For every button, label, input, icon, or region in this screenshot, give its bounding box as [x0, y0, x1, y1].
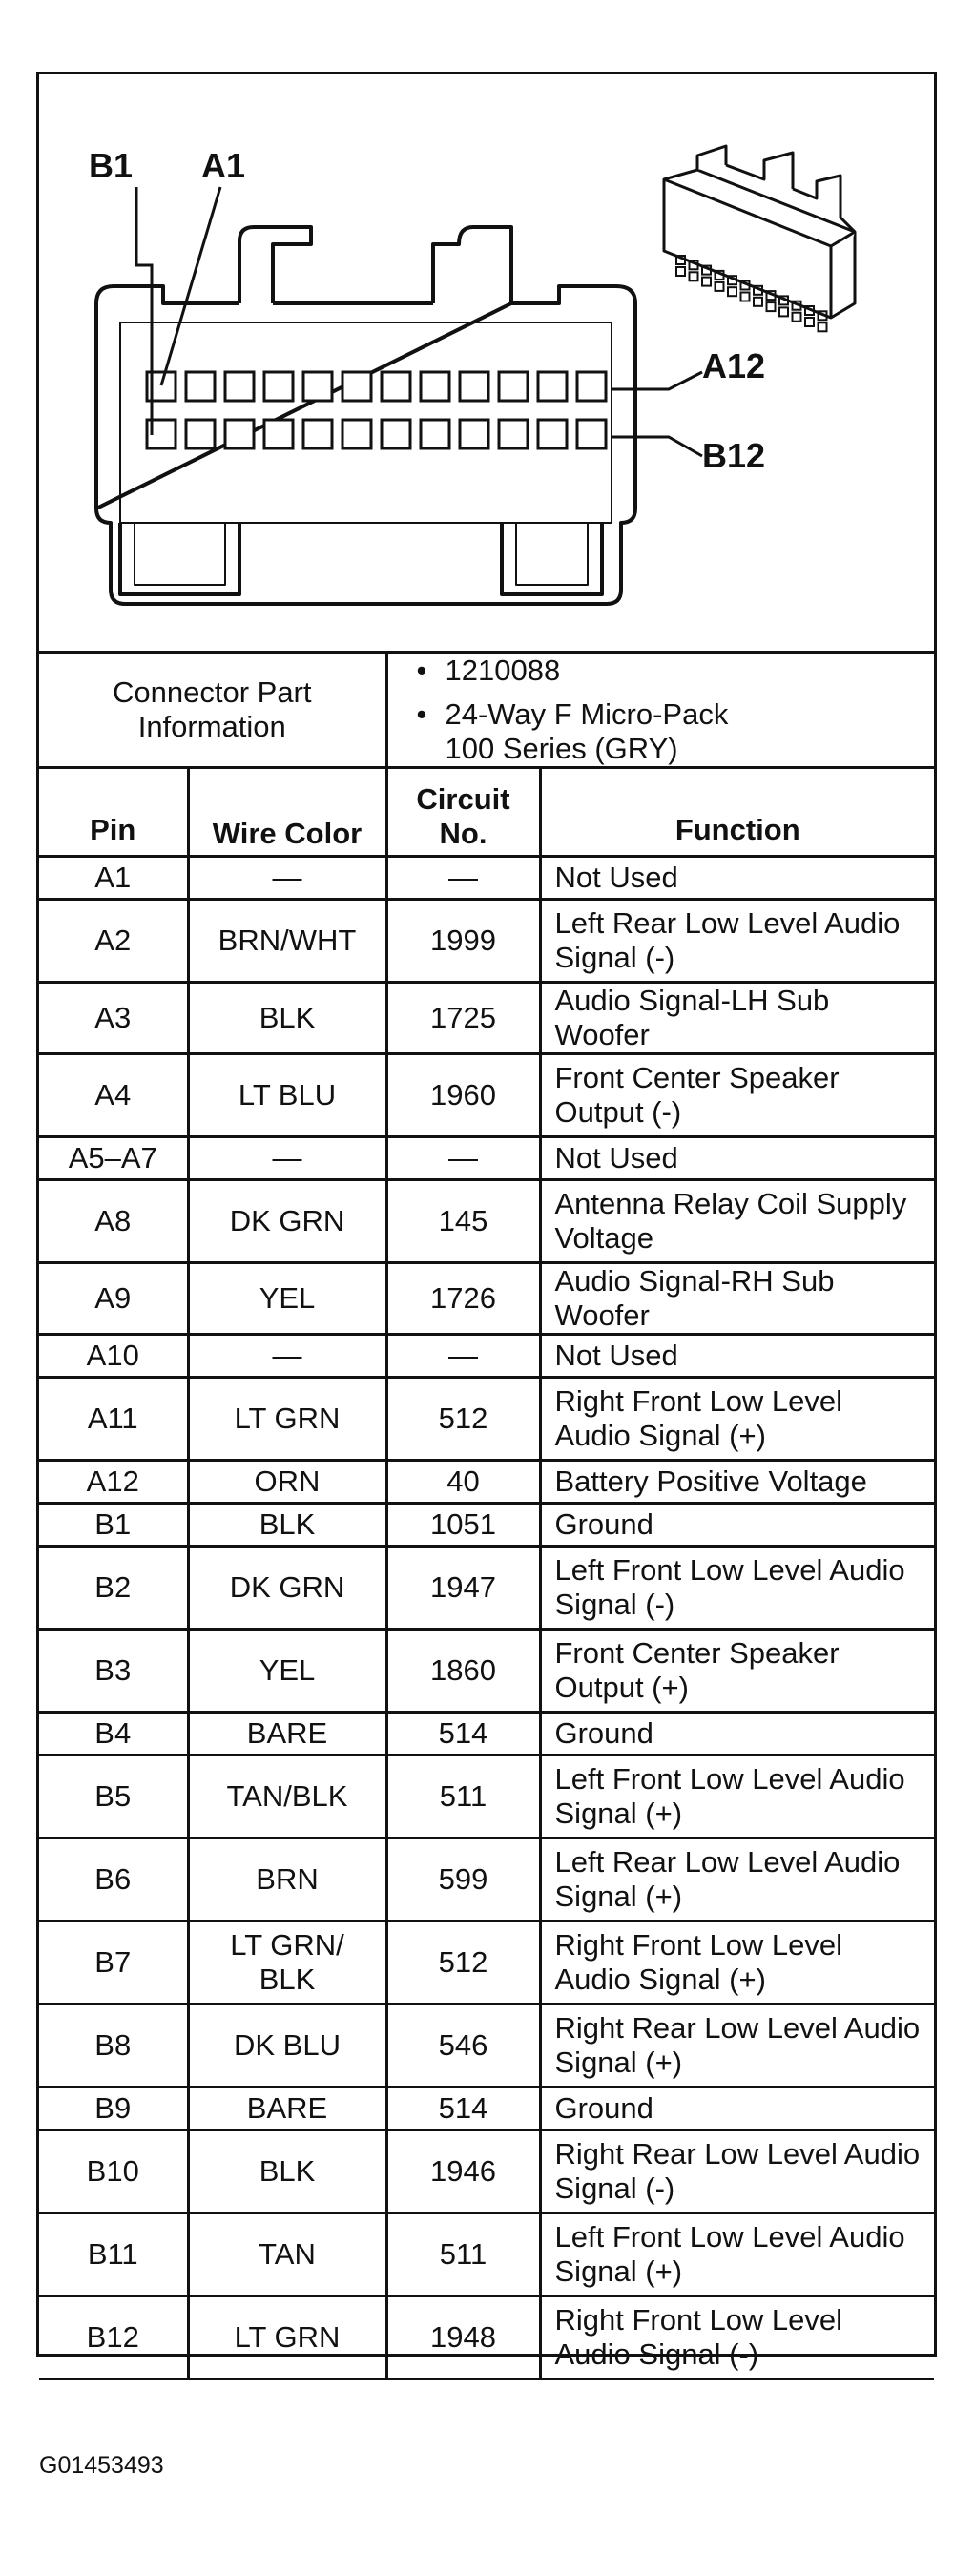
pin-cavity — [499, 420, 528, 448]
connector-chart-frame — [36, 72, 937, 2479]
pin-cavity — [460, 372, 488, 401]
wire-color-cell: BRN/WHT — [188, 900, 386, 983]
table-row — [39, 1630, 934, 1713]
function-cell: Not Used — [540, 1335, 934, 1378]
pin-cavity — [499, 372, 528, 401]
circuit-cell: — — [386, 1137, 540, 1180]
wire-color-cell: — — [188, 857, 386, 900]
connector-info-heading: Connector Part Information — [39, 653, 386, 768]
function-cell: Left Front Low Level Audio Signal (+) — [540, 1755, 934, 1839]
pin-cavity — [538, 372, 567, 401]
description-line2: 100 Series (GRY) — [445, 732, 678, 765]
mini-pin-cavity — [767, 302, 776, 311]
pin-cavity — [538, 420, 567, 448]
mini-pin-cavity — [741, 293, 750, 301]
function-cell: Right Front Low Level Audio Signal (+) — [540, 1378, 934, 1461]
pin-cell: A10 — [39, 1335, 188, 1378]
circuit-cell: 145 — [386, 1180, 540, 1263]
wire-color-cell: BARE — [188, 2088, 386, 2130]
wire-color-cell: BLK — [188, 983, 386, 1054]
pin-cell: A1 — [39, 857, 188, 900]
circuit-cell: 1726 — [386, 1263, 540, 1335]
label-a1: A1 — [201, 146, 246, 185]
function-cell: Right Rear Low Level Audio Signal (+) — [540, 2005, 934, 2088]
pin-cavity — [342, 420, 371, 448]
function-cell: Audio Signal-LH Sub Woofer — [540, 983, 934, 1054]
table-row — [39, 1922, 934, 2005]
function-cell: Right Rear Low Level Audio Signal (-) — [540, 2130, 934, 2213]
table-row — [39, 1335, 934, 1378]
pinout-table — [39, 651, 934, 2380]
circuit-cell: 511 — [386, 1755, 540, 1839]
pin-cell: B11 — [39, 2213, 188, 2296]
connector-info-details — [386, 653, 934, 768]
wire-color-cell: DK BLU — [188, 2005, 386, 2088]
mini-pin-cavity — [819, 322, 827, 331]
pin-cell: A9 — [39, 1263, 188, 1335]
pin-cell: A8 — [39, 1180, 188, 1263]
pin-cell: B1 — [39, 1504, 188, 1547]
wire-color-cell: YEL — [188, 1263, 386, 1335]
table-row — [39, 2130, 934, 2213]
pin-cavity — [460, 420, 488, 448]
circuit-cell: 546 — [386, 2005, 540, 2088]
wire-color-cell: BRN — [188, 1839, 386, 1922]
pin-cell: A2 — [39, 900, 188, 983]
pin-cavity — [421, 372, 449, 401]
pin-cell: B9 — [39, 2088, 188, 2130]
mini-pin-cavity — [805, 318, 814, 326]
pin-cell: B6 — [39, 1839, 188, 1922]
label-b12: B12 — [702, 436, 766, 475]
function-cell: Antenna Relay Coil Supply Voltage — [540, 1180, 934, 1263]
function-cell: Not Used — [540, 1137, 934, 1180]
pin-cell: A11 — [39, 1378, 188, 1461]
pin-cavity — [303, 372, 332, 401]
circuit-cell: 599 — [386, 1839, 540, 1922]
pin-cavity — [225, 372, 254, 401]
pin-cavity — [186, 372, 215, 401]
pin-cavity — [225, 420, 254, 448]
wire-color-cell: BARE — [188, 1713, 386, 1755]
table-row — [39, 857, 934, 900]
mini-pin-cavity — [793, 313, 801, 322]
pin-cell: B7 — [39, 1922, 188, 2005]
function-cell: Left Front Low Level Audio Signal (-) — [540, 1547, 934, 1630]
table-row — [39, 2213, 934, 2296]
pin-cell: B8 — [39, 2005, 188, 2088]
circuit-cell: — — [386, 1335, 540, 1378]
function-cell: Left Rear Low Level Audio Signal (-) — [540, 900, 934, 983]
part-number: • 1210088 — [417, 654, 925, 688]
pin-cavity — [577, 372, 606, 401]
table-row — [39, 1378, 934, 1461]
function-cell: Audio Signal-RH Sub Woofer — [540, 1263, 934, 1335]
table-row — [39, 983, 934, 1054]
circuit-cell: 1960 — [386, 1054, 540, 1137]
mini-pin-cavity — [690, 272, 698, 280]
label-a12: A12 — [702, 346, 766, 385]
circuit-cell: 514 — [386, 2088, 540, 2130]
pin-cavity — [186, 420, 215, 448]
table-row — [39, 1713, 934, 1755]
label-b1: B1 — [89, 146, 134, 185]
circuit-cell: 1725 — [386, 983, 540, 1054]
mini-pin-cavity — [779, 307, 788, 316]
function-cell: Front Center Speaker Output (+) — [540, 1630, 934, 1713]
mini-pin-cavity — [702, 278, 711, 286]
pin-cell: A12 — [39, 1461, 188, 1504]
wire-color-cell: LT GRN — [188, 1378, 386, 1461]
figure-id: G01453493 — [39, 2452, 164, 2479]
pin-cell: A5–A7 — [39, 1137, 188, 1180]
pin-cavity — [264, 420, 293, 448]
function-cell: Ground — [540, 1713, 934, 1755]
function-cell: Left Rear Low Level Audio Signal (+) — [540, 1839, 934, 1922]
pin-cell: B10 — [39, 2130, 188, 2213]
table-row — [39, 1755, 934, 1839]
pin-cavity — [303, 420, 332, 448]
column-header-row — [39, 768, 934, 857]
function-cell: Ground — [540, 2088, 934, 2130]
circuit-cell: 1860 — [386, 1630, 540, 1713]
circuit-cell: 1946 — [386, 2130, 540, 2213]
circuit-cell: 512 — [386, 1378, 540, 1461]
pin-cavity — [421, 420, 449, 448]
table-row — [39, 1504, 934, 1547]
wire-color-cell: DK GRN — [188, 1547, 386, 1630]
wire-color-cell: TAN — [188, 2213, 386, 2296]
wire-color-cell: ORN — [188, 1461, 386, 1504]
circuit-cell: 511 — [386, 2213, 540, 2296]
header-function: Function — [540, 768, 934, 857]
pin-cavity — [382, 372, 410, 401]
pin-cell: B3 — [39, 1630, 188, 1713]
wire-color-cell: DK GRN — [188, 1180, 386, 1263]
pin-cavity — [264, 372, 293, 401]
table-row — [39, 2296, 934, 2379]
function-cell: Ground — [540, 1504, 934, 1547]
table-row — [39, 2088, 934, 2130]
circuit-cell: 40 — [386, 1461, 540, 1504]
connector-face-drawing — [39, 74, 934, 651]
mini-pin-cavity — [716, 282, 724, 291]
wire-color-cell: LT BLU — [188, 1054, 386, 1137]
table-row — [39, 1180, 934, 1263]
wire-color-cell: — — [188, 1137, 386, 1180]
function-cell: Right Front Low Level Audio Signal (-) — [540, 2296, 934, 2379]
circuit-cell: 1948 — [386, 2296, 540, 2379]
header-circuit-no: Circuit No. — [386, 768, 540, 857]
wire-color-cell: BLK — [188, 2130, 386, 2213]
circuit-cell: 512 — [386, 1922, 540, 2005]
circuit-cell: 1999 — [386, 900, 540, 983]
table-row — [39, 2005, 934, 2088]
description-line1: 24-Way F Micro-Pack — [445, 697, 729, 731]
pin-cell: B12 — [39, 2296, 188, 2379]
wire-color-cell: BLK — [188, 1504, 386, 1547]
function-cell: Left Front Low Level Audio Signal (+) — [540, 2213, 934, 2296]
pin-cell: A3 — [39, 983, 188, 1054]
function-cell: Right Front Low Level Audio Signal (+) — [540, 1922, 934, 2005]
table-row — [39, 1547, 934, 1630]
connector-info-row — [39, 653, 934, 768]
pin-cavity — [577, 420, 606, 448]
wire-color-cell: LT GRN/ BLK — [188, 1922, 386, 2005]
pin-cavity — [342, 372, 371, 401]
pin-cavity — [382, 420, 410, 448]
mini-pin-cavity — [728, 287, 736, 296]
table-row — [39, 900, 934, 983]
table-row — [39, 1461, 934, 1504]
mini-pin-cavity — [676, 267, 685, 276]
pin-cell: B2 — [39, 1547, 188, 1630]
mini-pin-cavity — [754, 298, 762, 306]
pin-cell: A4 — [39, 1054, 188, 1137]
header-pin: Pin — [39, 768, 188, 857]
table-row — [39, 1839, 934, 1922]
header-wire-color: Wire Color — [188, 768, 386, 857]
wire-color-cell: LT GRN — [188, 2296, 386, 2379]
circuit-cell: 1051 — [386, 1504, 540, 1547]
wire-color-cell: — — [188, 1335, 386, 1378]
function-cell: Not Used — [540, 857, 934, 900]
pin-cell: B5 — [39, 1755, 188, 1839]
function-cell: Battery Positive Voltage — [540, 1461, 934, 1504]
connector-description — [417, 697, 925, 766]
circuit-cell: — — [386, 857, 540, 900]
table-row — [39, 1263, 934, 1335]
circuit-cell: 514 — [386, 1713, 540, 1755]
function-cell: Front Center Speaker Output (-) — [540, 1054, 934, 1137]
circuit-cell: 1947 — [386, 1547, 540, 1630]
table-row — [39, 1137, 934, 1180]
pin-cell: B4 — [39, 1713, 188, 1755]
wire-color-cell: TAN/BLK — [188, 1755, 386, 1839]
table-row — [39, 1054, 934, 1137]
wire-color-cell: YEL — [188, 1630, 386, 1713]
connector-diagram — [39, 74, 934, 654]
